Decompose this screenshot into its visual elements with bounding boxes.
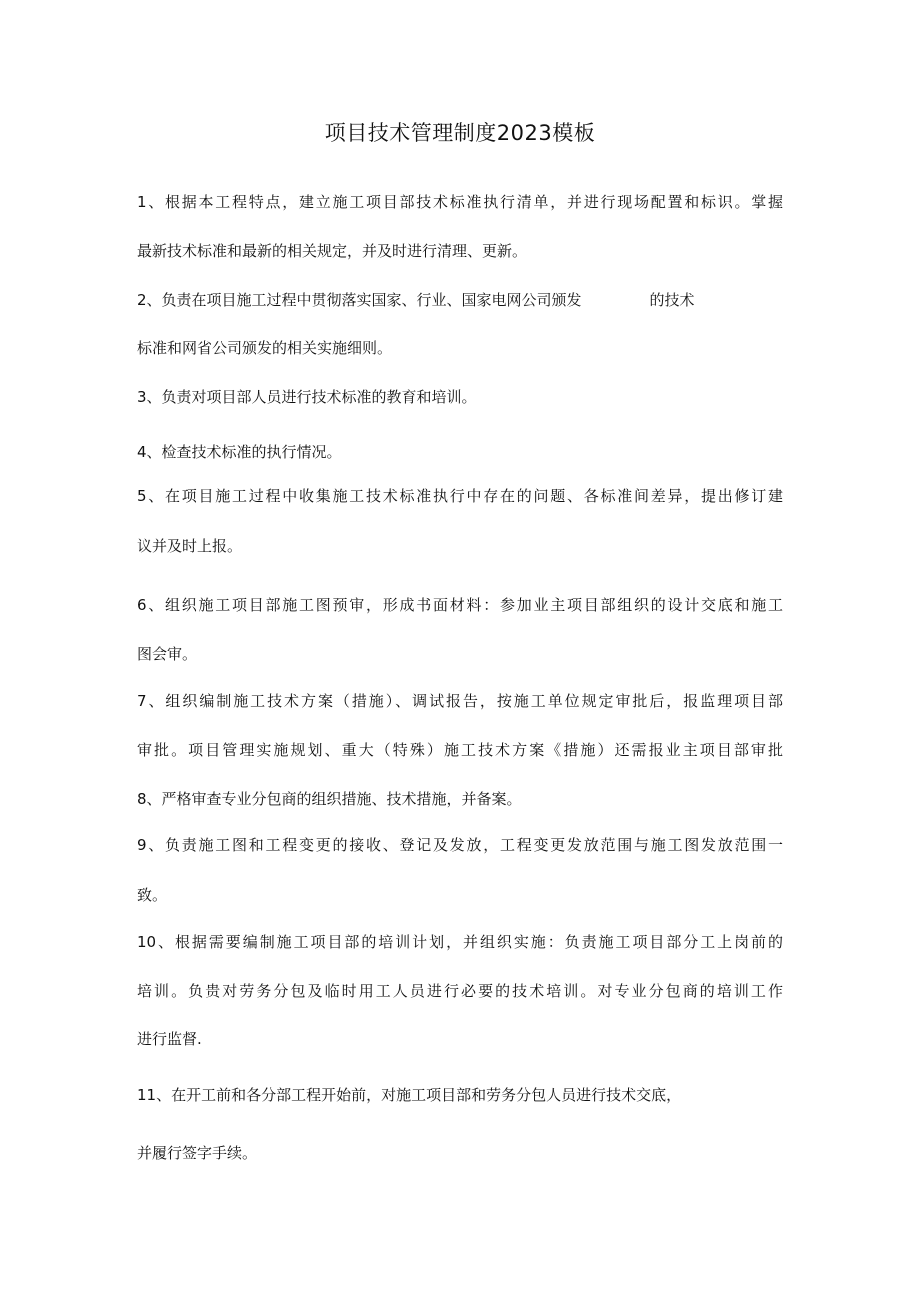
item-1-line-1: 1、根据本工程特点，建立施工项目部技术标准执行清单，并进行现场配置和标识。掌握 (137, 193, 783, 211)
item-2-line-1-text: 2、负责在项目施工过程中贯彻落实国家、行业、国家电网公司颁发 (137, 291, 582, 309)
item-5-line-1: 5、在项目施工过程中收集施工技术标准执行中存在的问题、各标准间差异，提出修订建 (137, 487, 783, 505)
item-6-line-2: 图会审。 (137, 645, 198, 663)
item-2-line-2: 标准和网省公司颁发的相关实施细则。 (137, 339, 393, 357)
document-title: 项目技术管理制度2023模板 (324, 121, 596, 145)
item-10-line-3: 进行监督. (137, 1030, 202, 1048)
item-1-line-2: 最新技术标准和最新的相关规定，并及时进行清理、更新。 (137, 242, 528, 260)
item-9-line-1: 9、负责施工图和工程变更的接收、登记及发放，工程变更发放范围与施工图发放范围一 (137, 836, 783, 854)
item-10-line-2: 培训。负贵对劳务分包及临时用工人员进行必要的技术培训。对专业分包商的培训工作 (137, 982, 783, 1000)
item-2-line-1 (137, 288, 695, 312)
item-7-line-2: 审批。项目管理实施规划、重大（特殊）施工技术方案《措施）还需报业主项目部审批 (137, 741, 783, 759)
item-10-line-1: 10、根据需要编制施工项目部的培训计划，并组织实施：负责施工项目部分工上岗前的 (137, 933, 783, 951)
item-6-line-1: 6、组织施工项目部施工图预审，形成书面材料：参加业主项目部组织的设计交底和施工 (137, 596, 783, 614)
item-4-line-1: 4、检查技术标准的执行情况。 (137, 443, 342, 461)
item-8-line-1: 8、严格审查专业分包商的组织措施、技术措施，并备案。 (137, 790, 522, 808)
item-2-line-1-tail: 的技术 (649, 291, 695, 309)
item-3-line-1: 3、负责对项目部人员进行技术标准的教育和培训。 (137, 388, 477, 406)
item-11-line-2: 并履行签字手续。 (137, 1144, 258, 1162)
item-9-line-2: 致。 (137, 886, 168, 904)
item-11-line-1: 11、在开工前和各分部工程开始前，对施工项目部和劳务分包人员进行技术交底， (137, 1086, 682, 1104)
item-7-line-1: 7、组织编制施工技术方案（措施）、调试报告，按施工单位规定审批后，报监理项目部 (137, 692, 783, 710)
item-5-line-2: 议并及时上报。 (137, 537, 243, 555)
